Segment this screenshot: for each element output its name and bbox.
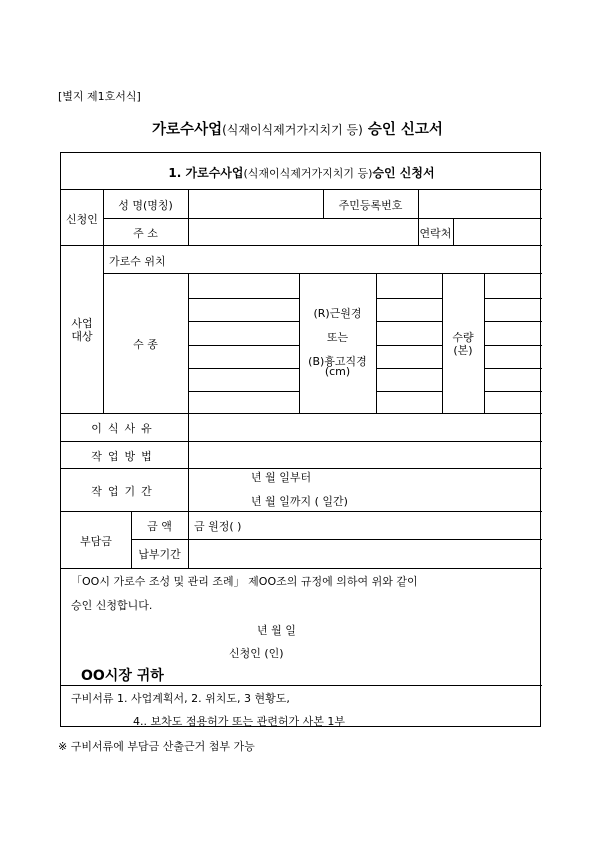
column-divider (484, 273, 485, 413)
quantity-line2: (본) (453, 344, 473, 357)
row-divider (61, 568, 542, 569)
title-paren: (식재이식제거가지치기 등) (222, 123, 363, 137)
column-divider (376, 273, 377, 413)
title-main: 가로수사업 (152, 122, 223, 138)
row-divider (103, 218, 542, 219)
quantity-line1: 수량 (452, 331, 474, 344)
column-divider (188, 189, 189, 245)
amount-value: 금 원정( ) (194, 520, 242, 533)
subtitle-paren: (식재이식제거가지치기 등) (243, 167, 373, 180)
application-form (60, 152, 541, 727)
column-divider (453, 218, 454, 245)
cell-divider (484, 391, 542, 392)
project-label-line1: 사업 (71, 317, 93, 330)
row-divider (61, 511, 542, 512)
species-label: 수 종 (133, 338, 158, 351)
documents-line2: 4.. 보차도 점용허가 또는 관련허가 사본 1부 (133, 715, 345, 728)
form-code: [별지 제1호서식] (58, 90, 141, 103)
cell-divider (484, 368, 542, 369)
cell-divider (188, 298, 299, 299)
cell-divider (376, 321, 442, 322)
cell-divider (376, 345, 442, 346)
row-divider (61, 413, 542, 414)
row-divider (131, 539, 542, 540)
column-divider (188, 413, 189, 511)
diameter-line1: (R)근원경 (313, 307, 362, 320)
date-line: 년 월 일 (257, 624, 296, 637)
cell-divider (188, 391, 299, 392)
cell-divider (376, 368, 442, 369)
subtitle-tail: 승인 신청서 (372, 166, 435, 180)
period-from: 년 월 일부터 (251, 471, 312, 484)
cell-divider (484, 345, 542, 346)
column-divider (188, 273, 189, 413)
due-period-label: 납부기간 (138, 548, 181, 561)
id-number-label: 주민등록번호 (338, 199, 403, 212)
address-label: 주 소 (133, 227, 158, 240)
period-to: 년 월 일까지 ( 일간) (251, 495, 348, 508)
location-label: 가로수 위치 (109, 255, 166, 268)
contact-label: 연락처 (419, 227, 452, 240)
row-divider (61, 189, 542, 190)
name-label: 성 명(명칭) (118, 199, 173, 212)
diameter-line3: (B)흉고직경 (308, 355, 367, 368)
row-divider (61, 245, 542, 246)
row-divider (103, 273, 542, 274)
cell-divider (188, 321, 299, 322)
period-label: 작업기간 (91, 485, 158, 498)
title-tail: 승인 신고서 (362, 122, 443, 138)
cell-divider (484, 321, 542, 322)
cell-divider (376, 391, 442, 392)
amount-label: 금 액 (147, 520, 172, 533)
diameter-line2: 또는 (326, 331, 349, 344)
form-subtitle (61, 164, 542, 181)
cell-divider (376, 298, 442, 299)
charge-label: 부담금 (80, 535, 112, 548)
documents-line1: 구비서류 1. 사업계획서, 2. 위치도, 3 현황도, (71, 692, 290, 705)
project-label-line2: 대상 (71, 330, 93, 343)
cell-divider (188, 345, 299, 346)
addressee: OO시장 귀하 (81, 668, 164, 684)
column-divider (418, 189, 419, 218)
statement-line1: 「OO시 가로수 조성 및 관리 조례」 제OO조의 규정에 의하여 위와 같이 (71, 575, 418, 588)
row-divider (61, 685, 542, 686)
statement-line2: 승인 신청합니다. (71, 599, 153, 612)
subtitle-main: 1. 가로수사업 (168, 166, 244, 180)
column-divider (103, 189, 104, 413)
cell-divider (188, 368, 299, 369)
method-label: 작업방법 (91, 450, 158, 463)
footnote: ※ 구비서류에 부담금 산출근거 첨부 가능 (58, 740, 255, 753)
reason-label: 이식사유 (91, 422, 158, 435)
applicant-signature: 신청인 (인) (229, 647, 284, 660)
diameter-line4: (cm) (324, 365, 351, 378)
cell-divider (484, 298, 542, 299)
row-divider (61, 441, 542, 442)
column-divider (188, 511, 189, 568)
applicant-label: 신청인 (66, 213, 98, 226)
document-title (0, 118, 595, 139)
